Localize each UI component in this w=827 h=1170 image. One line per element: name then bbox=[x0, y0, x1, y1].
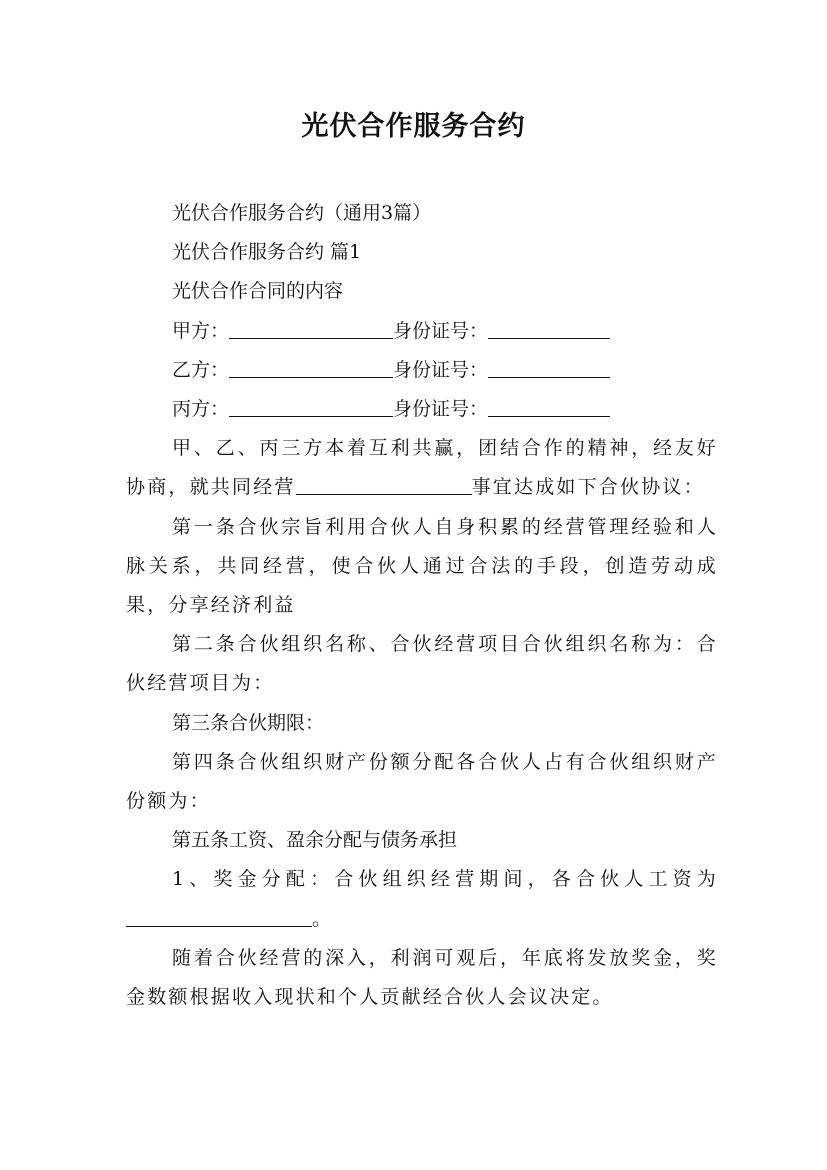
party-c-id-label: 身份证号： bbox=[393, 398, 489, 421]
party-b-id-blank bbox=[488, 357, 610, 378]
party-a-id-blank bbox=[488, 318, 610, 339]
article-5: 第五条工资、盈余分配与债务承担 bbox=[172, 829, 458, 852]
bonus-paragraph bbox=[126, 860, 718, 938]
intro-text-before: 甲、乙、丙三方本着互利共赢，团结合作的精神，经友好协商，就共同经营 bbox=[126, 437, 718, 499]
intro-paragraph bbox=[126, 429, 718, 507]
subtitle-line: 光伏合作服务合约（通用3篇） bbox=[172, 202, 432, 224]
article-3: 第三条合伙期限： bbox=[172, 711, 325, 734]
party-c-label: 丙方： bbox=[172, 398, 230, 421]
article-1: 第一条合伙宗旨利用合伙人自身积累的经营管理经验和人脉关系，共同经营，使合伙人通过合法的手段，创造劳动成果，分享经济利益 bbox=[126, 515, 718, 617]
document-title: 光伏合作服务合约 bbox=[301, 111, 526, 142]
article-4: 第四条合伙组织财产份额分配各合伙人占有合伙组织财产份额为： bbox=[126, 750, 718, 813]
business-matter-blank bbox=[296, 474, 472, 495]
party-a-id-label: 身份证号： bbox=[393, 319, 489, 342]
party-b-line bbox=[126, 351, 718, 390]
party-c-id-blank bbox=[488, 396, 610, 417]
contract-content-heading: 光伏合作合同的内容 bbox=[172, 280, 344, 303]
section-heading: 光伏合作服务合约 篇1 bbox=[172, 241, 362, 264]
salary-blank bbox=[126, 906, 312, 927]
bonus-text-after: 。 bbox=[312, 907, 334, 930]
party-c-line bbox=[126, 390, 718, 429]
article-2: 第二条合伙组织名称、合伙经营项目合伙组织名称为：合伙经营项目为： bbox=[126, 633, 718, 695]
bonus-description: 随着合伙经营的深入，利润可观后，年底将发放奖金，奖金数额根据收入现状和个人贡献经合伙人会议决定。 bbox=[126, 946, 718, 1009]
bonus-text-before: 1、奖金分配：合伙组织经营期间，各合伙人工资为 bbox=[172, 868, 718, 891]
intro-text-after: 事宜达成如下合伙协议： bbox=[471, 476, 705, 499]
party-c-name-blank bbox=[229, 396, 393, 417]
party-a-name-blank bbox=[229, 318, 393, 339]
document-body bbox=[126, 194, 718, 1017]
party-a-label: 甲方： bbox=[172, 319, 230, 342]
party-b-label: 乙方： bbox=[172, 358, 230, 381]
party-b-name-blank bbox=[229, 357, 393, 378]
party-b-id-label: 身份证号： bbox=[393, 358, 489, 381]
party-a-line bbox=[126, 312, 718, 351]
